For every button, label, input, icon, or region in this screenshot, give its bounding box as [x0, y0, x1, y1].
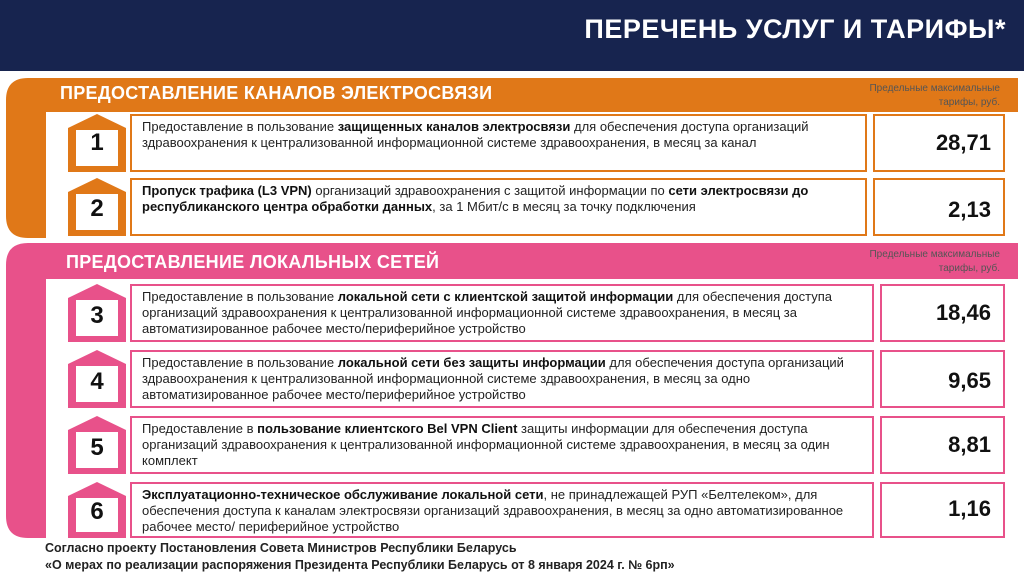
description-bold-text: сети электросвязи до республиканского центра обработки данных	[142, 183, 809, 214]
description-text: Предоставление в	[142, 421, 258, 436]
row-description	[130, 284, 874, 342]
description-text: Предоставление в пользование	[142, 119, 338, 134]
row-number-badge	[68, 114, 126, 172]
description-text: , не принадлежащей РУП «Белтелеком», для обеспечения доступа к каналам электросвязи организаций здравоохранения, в месяц за одно автоматизированное рабочее место/ периферийное устройство	[142, 487, 844, 534]
description-text: Предоставление в пользование	[142, 289, 338, 304]
tariff-row	[68, 114, 1005, 172]
description-text: для обеспечения доступа организаций здравоохранения к централизованной информационной системе здравоохранения, в месяц за автоматизированное рабочее место/периферийное устройство	[142, 289, 833, 336]
tariff-row	[68, 416, 1005, 474]
row-number-badge	[68, 350, 126, 408]
row-description	[130, 482, 874, 538]
description-bold-text: Эксплуатационно-техническое обслуживание локальной сети	[142, 487, 544, 502]
header-bar	[0, 0, 1024, 71]
row-description	[130, 350, 874, 408]
row-price: 1,16	[880, 482, 1005, 538]
row-price: 8,81	[880, 416, 1005, 474]
section1-title: ПРЕДОСТАВЛЕНИЕ КАНАЛОВ ЭЛЕКТРОСВЯЗИ	[60, 83, 493, 103]
note-line2: тарифы, руб.	[938, 263, 1000, 274]
description-bold-text: локальной сети без защиты информации	[337, 355, 606, 370]
row-price: 18,46	[880, 284, 1005, 342]
tariff-row	[68, 350, 1005, 408]
description-text: организаций здравоохранения с защитой информации по	[311, 183, 669, 198]
description-bold-text: пользование клиентского Bel VPN Client	[257, 421, 518, 436]
description-text: Предоставление в пользование	[142, 355, 338, 370]
section2-tariff-note	[850, 248, 1000, 276]
note-line1: Предельные максимальные	[869, 249, 1000, 260]
row-number: 6	[90, 498, 104, 525]
row-description	[130, 114, 867, 172]
row-number: 3	[90, 302, 104, 329]
row-description	[130, 416, 874, 474]
page-title: ПЕРЕЧЕНЬ УСЛУГ И ТАРИФЫ*	[584, 14, 1006, 44]
row-number: 4	[90, 368, 104, 395]
tariff-row	[68, 178, 1005, 236]
description-text: для обеспечения доступа организаций здравоохранения к централизованной информационной системе здравоохранения, в месяц за одно автоматизированное рабочее место/периферийное устройство	[142, 355, 844, 402]
row-description	[130, 178, 867, 236]
row-number: 1	[90, 129, 104, 156]
description-bold-text: защищенных каналов электросвязи	[337, 119, 571, 134]
section1-tariff-note	[850, 82, 1000, 110]
footer-line1: Согласно проекту Постановления Совета Министров Республики Беларусь	[45, 541, 517, 555]
footer-line2: «О мерах по реализации распоряжения Президента Республики Беларусь от 8 января 2024 г. № 6рп»	[45, 558, 675, 572]
row-price: 28,71	[873, 114, 1005, 172]
row-number-badge	[68, 482, 126, 538]
row-number: 5	[90, 434, 104, 461]
footer-note	[45, 540, 675, 574]
row-number-badge	[68, 178, 126, 236]
section2-title: ПРЕДОСТАВЛЕНИЕ ЛОКАЛЬНЫХ СЕТЕЙ	[66, 252, 440, 272]
row-number-badge	[68, 416, 126, 474]
row-price: 9,65	[880, 350, 1005, 408]
row-number: 2	[90, 195, 104, 222]
description-text: для обеспечения доступа организаций здравоохранения к централизованной информационной системе здравоохранения, в месяц за канал	[142, 119, 809, 150]
row-price: 2,13	[873, 178, 1005, 236]
note-line1: Предельные максимальные	[869, 83, 1000, 94]
description-bold-text: локальной сети с клиентской защитой информации	[337, 289, 674, 304]
tariff-row	[68, 284, 1005, 342]
description-bold-text: Пропуск трафика (L3 VPN)	[142, 183, 312, 198]
description-text: , за 1 Мбит/с в месяц за точку подключения	[432, 199, 696, 214]
tariff-row	[68, 482, 1005, 538]
note-line2: тарифы, руб.	[938, 97, 1000, 108]
row-number-badge	[68, 284, 126, 342]
description-text: защиты информации для обеспечения доступа организаций здравоохранения к централизованной информационной системе здравоохранения, в месяц за один комплект	[142, 421, 830, 468]
